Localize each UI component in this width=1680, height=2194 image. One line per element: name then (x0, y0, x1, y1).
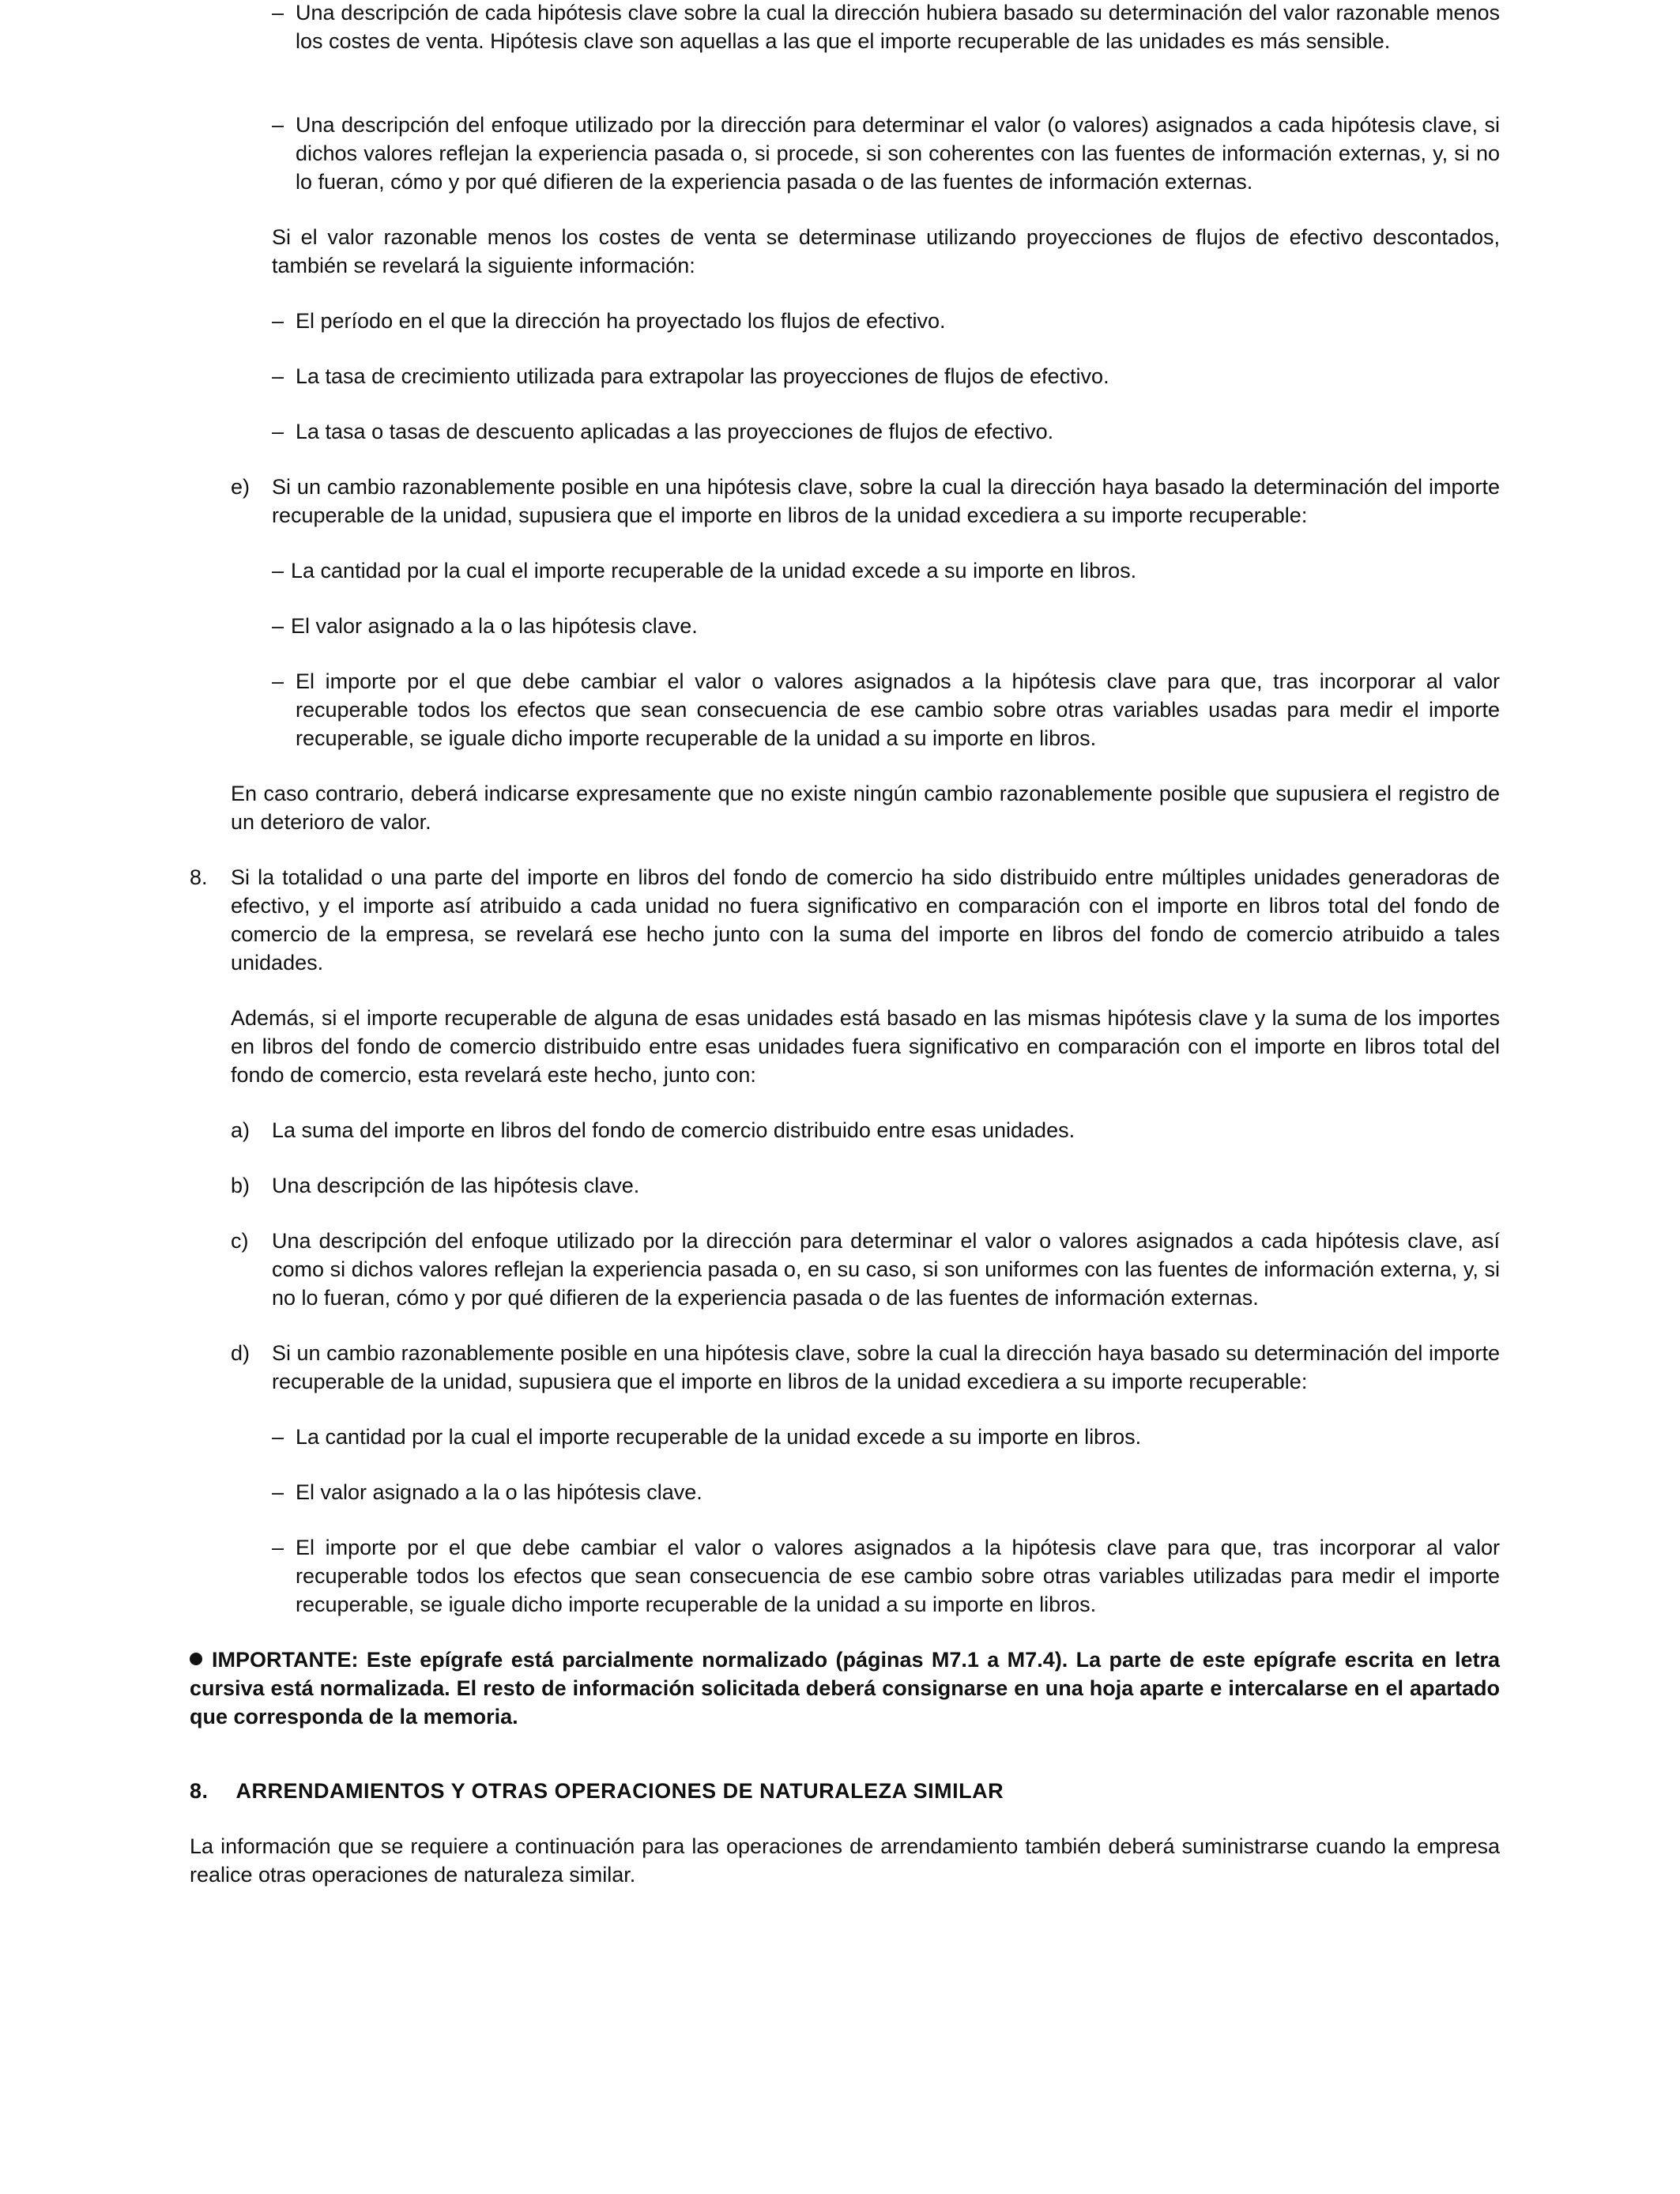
dash-item-text: El valor asignado a la o las hipótesis clave. (291, 614, 698, 638)
section-title: ARRENDAMIENTOS Y OTRAS OPERACIONES DE NATURALEZA SIMILAR (235, 1779, 1004, 1803)
dash-marker: – (272, 614, 284, 638)
dash-marker: – (272, 113, 284, 137)
dash-item-text: El importe por el que debe cambiar el valor o valores asignados a la hipótesis clave para que, tras incorporar al valor recuperable todos los efectos que sean consecuencia de ese cambio sobre otras variables utilizadas para medir el importe recuperable, se iguale dicho importe recuperable de la unidad a su importe en libros. (296, 1536, 1500, 1616)
dash-item (272, 111, 1500, 196)
paragraph: Además, si el importe recuperable de alguna de esas unidades está basado en las mismas hipótesis clave y la suma de los importes en libros del fondo de comercio distribuido entre esas unidades fuera significativo en comparación con el importe en libros total del fondo de comercio, esta revelará este hecho, junto con: (231, 1006, 1500, 1087)
dash-marker: – (272, 559, 284, 582)
lettered-item (231, 1227, 1500, 1312)
dash-item-text: La cantidad por la cual el importe recuperable de la unidad excede a su importe en libros. (291, 559, 1137, 582)
important-note (190, 1646, 1500, 1731)
dash-item (272, 612, 1500, 640)
dash-item (272, 556, 1500, 585)
dash-item (272, 1478, 1500, 1506)
section-heading (190, 1777, 1500, 1805)
numbered-item (190, 863, 1500, 977)
dash-item-text: El valor asignado a la o las hipótesis clave. (296, 1480, 703, 1504)
lettered-item (231, 1116, 1500, 1144)
dash-marker: – (272, 1536, 284, 1559)
numbered-item-text: Si la totalidad o una parte del importe en libros del fondo de comercio ha sido distribuido entre múltiples unidades generadoras de efectivo, y el importe así atribuido a cada unidad no fuera significativo en comparación con el importe en libros total del fondo de comercio de la empresa, se revelará ese hecho junto con la suma del importe en libros del fondo de comercio atribuido a tales unidades. (231, 865, 1500, 974)
paragraph: En caso contrario, deberá indicarse expresamente que no existe ningún cambio razonablemente posible que supusiera el registro de un deterioro de valor. (231, 782, 1500, 834)
dash-item (272, 0, 1500, 55)
dash-marker: – (272, 669, 284, 693)
lettered-item-text: Si un cambio razonablemente posible en una hipótesis clave, sobre la cual la dirección haya basado su determinación del importe recuperable de la unidad, supusiera que el importe en libros de la unidad excediera a su importe recuperable: (272, 1341, 1500, 1393)
dash-item-text: El importe por el que debe cambiar el valor o valores asignados a la hipótesis clave para que, tras incorporar al valor recuperable todos los efectos que sean consecuencia de ese cambio sobre otras variables usadas para medir el importe recuperable, se iguale dicho importe recuperable de la unidad a su importe en libros. (296, 669, 1500, 750)
item-label: c) (231, 1229, 249, 1253)
dash-item (272, 1533, 1500, 1619)
dash-marker: – (272, 1, 284, 25)
lettered-item (231, 473, 1500, 530)
dash-item-text: Una descripción de cada hipótesis clave sobre la cual la dirección hubiera basado su determinación del valor razonable menos los costes de venta. Hipótesis clave son aquellas a las que el importe recuperable de las unidades es más sensible. (296, 1, 1500, 53)
dash-marker: – (272, 309, 284, 333)
dash-marker: – (272, 420, 284, 443)
dash-item (272, 1423, 1500, 1451)
lettered-item (231, 1339, 1500, 1396)
dash-marker: – (272, 1425, 284, 1449)
item-number: 8. (190, 865, 208, 889)
bullet-icon (190, 1653, 202, 1665)
dash-marker: – (272, 364, 284, 388)
dash-item-text: La tasa de crecimiento utilizada para extrapolar las proyecciones de flujos de efectivo. (296, 364, 1109, 388)
item-label: d) (231, 1341, 250, 1365)
dash-item (272, 667, 1500, 752)
lettered-item-text: La suma del importe en libros del fondo de comercio distribuido entre esas unidades. (272, 1118, 1075, 1142)
dash-item (272, 362, 1500, 390)
lettered-item (231, 1171, 1500, 1200)
dash-item-text: La tasa o tasas de descuento aplicadas a las proyecciones de flujos de efectivo. (296, 420, 1054, 443)
item-label: a) (231, 1118, 250, 1142)
lettered-item-text: Una descripción del enfoque utilizado por la dirección para determinar el valor o valores asignados a cada hipótesis clave, así como si dichos valores reflejan la experiencia pasada o, en su caso, si son uniformes con las fuentes de información externa, y, si no lo fueran, cómo y por qué difieren de la experiencia pasada o de las fuentes de información externas. (272, 1229, 1500, 1310)
lettered-item-text: Una descripción de las hipótesis clave. (272, 1174, 640, 1197)
lettered-item-text: Si un cambio razonablemente posible en una hipótesis clave, sobre la cual la dirección haya basado la determinación del importe recuperable de la unidad, supusiera que el importe en libros de la unidad excediera a su importe recuperable: (272, 475, 1500, 527)
dash-item-text: El período en el que la dirección ha proyectado los flujos de efectivo. (296, 309, 946, 333)
dash-marker: – (272, 1480, 284, 1504)
item-label: b) (231, 1174, 250, 1197)
dash-item-text: La cantidad por la cual el importe recuperable de la unidad excede a su importe en libros. (296, 1425, 1142, 1449)
dash-item-text: Una descripción del enfoque utilizado por la dirección para determinar el valor (o valores) asignados a cada hipótesis clave, si dichos valores reflejan la experiencia pasada o, si procede, si son coherentes con las fuentes de información externas, y, si no lo fueran, cómo y por qué difieren de la experiencia pasada o de las fuentes de información externas. (296, 113, 1500, 194)
dash-item (272, 417, 1500, 446)
section-number: 8. (190, 1779, 209, 1803)
important-note-text: IMPORTANTE: Este epígrafe está parcialmente normalizado (páginas M7.1 a M7.4). La parte de este epígrafe escrita en letra cursiva está normalizada. El resto de información solicitada deberá consignarse en una hoja aparte e intercalarse en el apartado que corresponda de la memoria. (190, 1648, 1500, 1728)
item-label: e) (231, 475, 250, 499)
paragraph: Si el valor razonable menos los costes de venta se determinase utilizando proyecciones de flujos de efectivo descontados, también se revelará la siguiente información: (272, 225, 1500, 277)
dash-item (272, 307, 1500, 335)
section-intro: La información que se requiere a continuación para las operaciones de arrendamiento también deberá suministrarse cuando la empresa realice otras operaciones de naturaleza similar. (190, 1834, 1500, 1887)
